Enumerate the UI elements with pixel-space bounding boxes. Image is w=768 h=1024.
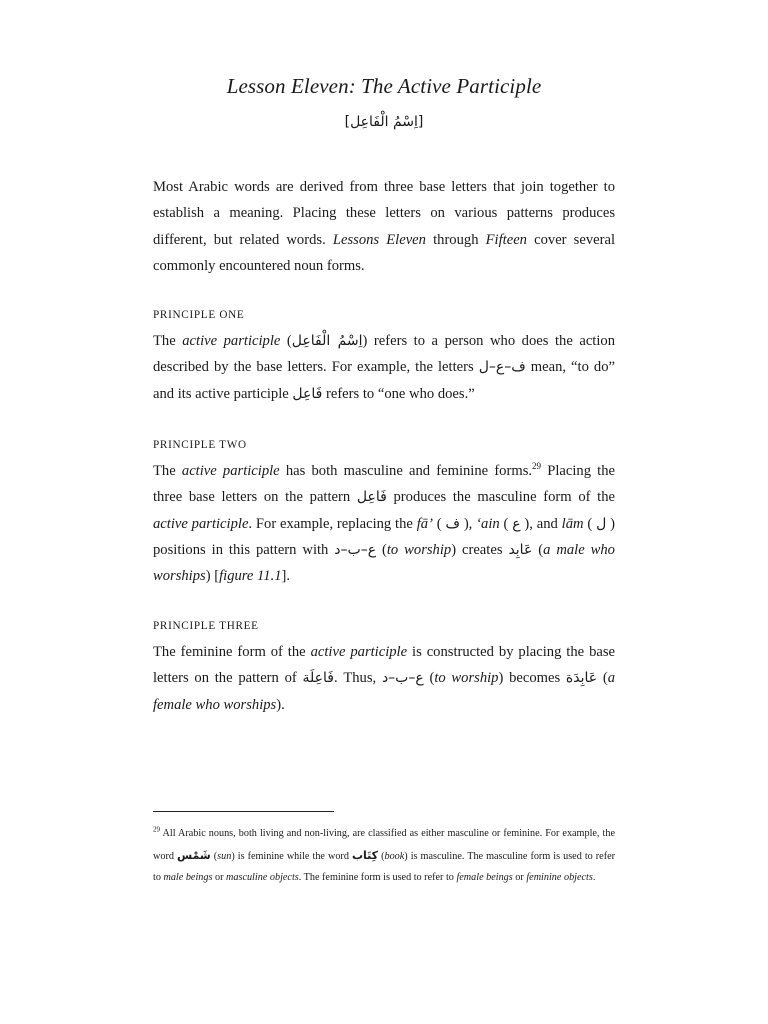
- principle-one-heading: PRINCIPLE ONE: [153, 309, 245, 321]
- footnote: $^{29}$ All Arabic nouns, both living and non-living, are classified as either masculine or feminine. For example, the word شَمْس (sun) is feminine while the word كِتَاب (book) is masculine. The masculine form is used to refer to male beings or masculine objects. The feminine form is used to refer to female beings or feminine objects.: [153, 825, 615, 883]
- principle-two-heading: PRINCIPLE TWO: [153, 439, 247, 451]
- principle-one-paragraph: The active participle (اِسْمُ الْفَاعِل) refers to a person who does the action described by the base letters. For example, the letters ف–ع–ل mean, “to do” and its active participle فَاعِل refers to “one who does.”: [153, 333, 615, 402]
- principle-three-heading: PRINCIPLE THREE: [153, 620, 259, 632]
- footnote-reference[interactable]: 29: [532, 461, 542, 472]
- page-subtitle-arabic: [اِسْمُ الْفَاعِل]: [344, 114, 424, 130]
- principle-two-paragraph: The active participle has both masculine and feminine forms.$^{29}$ Placing the three base letters on the pattern فَاعِل produces the masculine form of the active participle. For example, replacing the fā’ ( ف ), ‘ain ( ع ), and lām ( ل ) positions in this pattern with ع–ب–د (to worship) creates عَابِد (a male who worships) [figure 11.1].: [153, 461, 616, 585]
- principle-three-paragraph: The feminine form of the active participle is constructed by placing the base letters on the pattern of فَاعِلَة. Thus, ع–ب–د (to worship) becomes عَابِدَة (a female who worships).: [153, 644, 615, 713]
- intro-paragraph: Most Arabic words are derived from three base letters that join together to establish a meaning. Placing these letters on various patterns produces different, but related words. Lessons Eleven through Fifteen cover several commonly encountered noun forms.: [153, 179, 616, 274]
- footnote-divider: [153, 811, 334, 812]
- page-title: Lesson Eleven: The Active Participle: [226, 74, 542, 98]
- footnote-number: 29: [153, 825, 160, 834]
